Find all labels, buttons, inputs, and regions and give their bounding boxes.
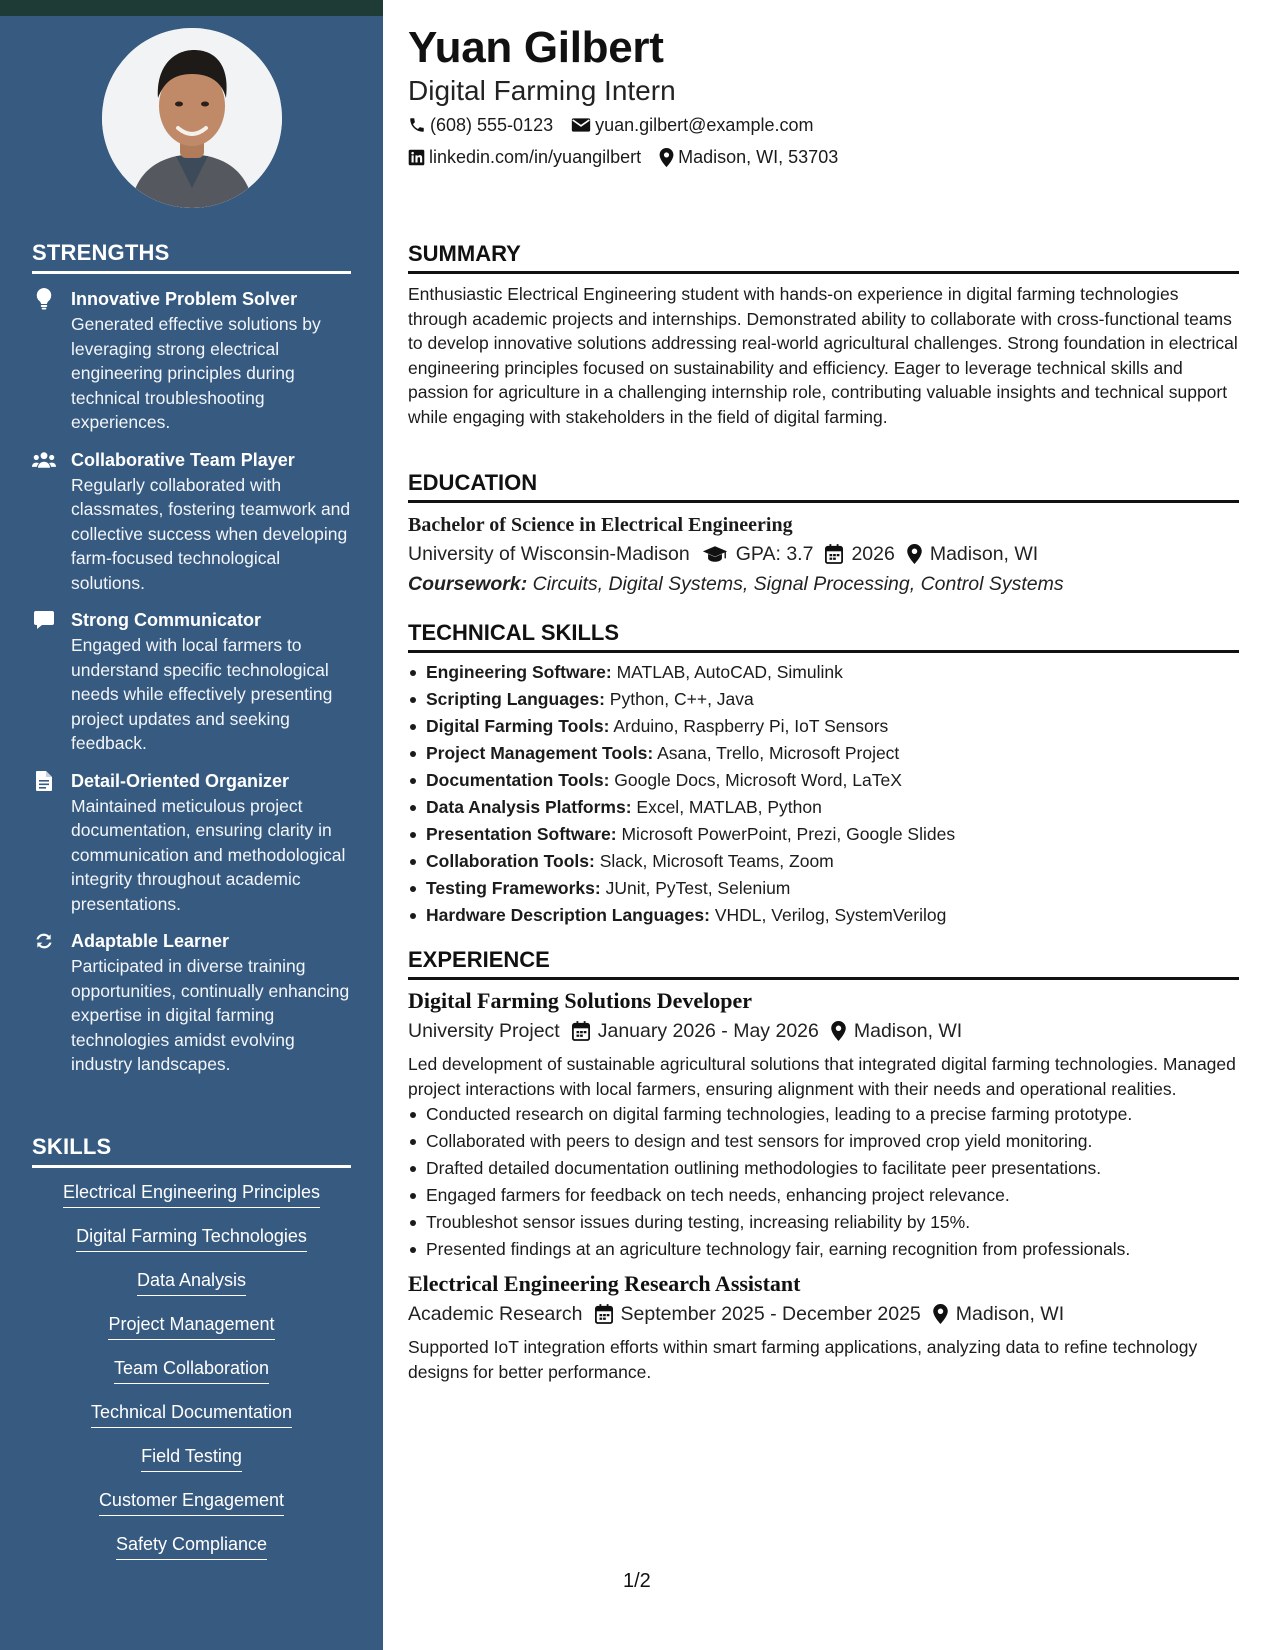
sync-icon bbox=[32, 930, 56, 952]
skill-values: Python, C++, Java bbox=[609, 689, 754, 709]
strength-description: Generated effective solutions by leveraging strong electrical engineering principles during technical troubleshooting experiences. bbox=[71, 314, 321, 432]
skill-values: Arduino, Raspberry Pi, IoT Sensors bbox=[613, 716, 889, 736]
strengths-heading: STRENGTHS bbox=[32, 240, 351, 274]
job-dates-item bbox=[572, 1016, 819, 1046]
job-meta bbox=[408, 1016, 1239, 1046]
skill-item: Electrical Engineering Principles bbox=[63, 1180, 320, 1208]
skill-category: Presentation Software: bbox=[426, 824, 617, 844]
skill-item: Technical Documentation bbox=[91, 1400, 292, 1428]
email-contact[interactable] bbox=[571, 110, 813, 140]
school-name: University of Wisconsin-Madison bbox=[408, 543, 690, 565]
strength-item bbox=[32, 929, 351, 1077]
location-text: Madison, WI, 53703 bbox=[678, 147, 839, 167]
profile-photo bbox=[102, 28, 282, 208]
grad-year-item bbox=[825, 539, 894, 569]
strength-description: Participated in diverse training opportunities, continually enhancing expertise in digital farming technologies amidst evolving industry landscapes. bbox=[71, 956, 350, 1074]
strength-description: Regularly collaborated with classmates, fostering teamwork and collective success when developing farm-focused technological solutions. bbox=[71, 474, 351, 593]
gpa-item bbox=[702, 539, 814, 569]
skill-values: JUnit, PyTest, Selenium bbox=[605, 878, 791, 898]
coursework-text: Circuits, Digital Systems, Signal Processing, Control Systems bbox=[532, 573, 1064, 595]
skill-item: Data Analysis bbox=[137, 1268, 246, 1296]
lightbulb-icon bbox=[32, 288, 56, 310]
skills-heading: SKILLS bbox=[32, 1134, 351, 1168]
graduation-cap-icon bbox=[702, 545, 728, 563]
job-meta bbox=[408, 1299, 1239, 1329]
technical-skill-item bbox=[408, 767, 1239, 794]
edu-location-item bbox=[907, 539, 1038, 569]
job-entry bbox=[408, 1269, 1239, 1384]
skill-values: Slack, Microsoft Teams, Zoom bbox=[599, 851, 834, 871]
job-bullet: Engaged farmers for feedback on tech needs, enhancing project relevance. bbox=[408, 1182, 1239, 1209]
strength-title: Adaptable Learner bbox=[71, 931, 230, 951]
envelope-icon bbox=[571, 117, 591, 133]
skill-category: Testing Frameworks: bbox=[426, 878, 601, 898]
job-dates-text: January 2026 - May 2026 bbox=[597, 1020, 819, 1042]
job-bullets bbox=[408, 1101, 1239, 1263]
coursework-line bbox=[408, 569, 1239, 599]
skill-values: Asana, Trello, Microsoft Project bbox=[657, 743, 900, 763]
job-title: Electrical Engineering Research Assistant bbox=[408, 1271, 801, 1296]
education-section bbox=[408, 469, 1239, 599]
strength-item bbox=[32, 448, 351, 596]
technical-skill-item bbox=[408, 686, 1239, 713]
skill-category: Documentation Tools: bbox=[426, 770, 610, 790]
education-meta bbox=[408, 539, 1239, 569]
summary-section bbox=[408, 240, 1239, 429]
resume-header bbox=[408, 20, 1239, 172]
skill-values: MATLAB, AutoCAD, Simulink bbox=[616, 662, 843, 682]
skill-category: Hardware Description Languages: bbox=[426, 905, 710, 925]
job-description: Supported IoT integration efforts within smart farming applications, analyzing data to refine technology designs for better performance. bbox=[408, 1337, 1198, 1382]
contact-row-2 bbox=[408, 142, 1239, 172]
skill-category: Collaboration Tools: bbox=[426, 851, 595, 871]
skills-section bbox=[32, 1134, 351, 1576]
technical-skill-item bbox=[408, 902, 1239, 929]
email-text: yuan.gilbert@example.com bbox=[595, 115, 814, 135]
calendar-icon bbox=[572, 1021, 590, 1041]
linkedin-contact[interactable] bbox=[408, 142, 641, 172]
sidebar bbox=[0, 0, 383, 1650]
job-location-item bbox=[831, 1016, 962, 1046]
candidate-name: Yuan Gilbert bbox=[408, 23, 664, 72]
strengths-section bbox=[32, 240, 351, 1077]
technical-skills-list bbox=[408, 659, 1239, 929]
phone-text: (608) 555-0123 bbox=[430, 115, 554, 135]
skill-item: Project Management bbox=[108, 1312, 274, 1340]
strength-title: Collaborative Team Player bbox=[71, 449, 295, 470]
edu-location-text: Madison, WI bbox=[929, 543, 1039, 565]
phone-icon bbox=[408, 116, 426, 134]
strengths-list bbox=[32, 287, 351, 1077]
job-dates-text: September 2025 - December 2025 bbox=[620, 1303, 921, 1325]
technical-skill-item bbox=[408, 740, 1239, 767]
linkedin-icon bbox=[408, 149, 425, 166]
job-entry bbox=[408, 986, 1239, 1263]
phone-contact bbox=[408, 110, 553, 140]
job-description: Led development of sustainable agricultural solutions that integrated digital farming technologies. Managed project interactions with local farmers, ensuring alignment with their needs and operational realities. bbox=[408, 1054, 1236, 1099]
skill-values: Google Docs, Microsoft Word, LaTeX bbox=[614, 770, 902, 790]
strength-description: Maintained meticulous project documentation, ensuring clarity in communication and methodological integrity throughout academic presentations. bbox=[71, 795, 346, 914]
experience-heading: EXPERIENCE bbox=[408, 946, 1239, 980]
skill-item: Field Testing bbox=[141, 1444, 242, 1472]
job-bullet: Drafted detailed documentation outlining methodologies to facilitate peer presentations. bbox=[408, 1155, 1239, 1182]
skill-values: Excel, MATLAB, Python bbox=[636, 797, 822, 817]
skill-values: Microsoft PowerPoint, Prezi, Google Slides bbox=[621, 824, 956, 844]
users-icon bbox=[32, 449, 56, 471]
map-pin-icon bbox=[933, 1304, 948, 1324]
sidebar-top-bar bbox=[0, 0, 383, 16]
technical-skill-item bbox=[408, 794, 1239, 821]
summary-text: Enthusiastic Electrical Engineering student with hands-on experience in digital farming technologies through academic projects and internships. Demonstrated ability to collaborate with cross-functional teams to develop innovative solutions addressing real-world agricultural challenges. Strong foundation in electrical engineering principles focused on sustainability and efficiency. Eager to leverage technical skills and passion for agriculture in a challenging internship role, contributing valuable insights and technical support while engaging with stakeholders in the field of digital farming. bbox=[408, 284, 1238, 427]
grad-year-text: 2026 bbox=[851, 543, 895, 565]
location-contact bbox=[659, 142, 838, 172]
strength-description: Engaged with local farmers to understand specific technological needs while effectively presenting project updates and seeking feedback. bbox=[71, 635, 333, 753]
strength-item bbox=[32, 287, 351, 435]
skill-category: Data Analysis Platforms: bbox=[426, 797, 632, 817]
map-pin-icon bbox=[831, 1021, 846, 1041]
strength-title: Strong Communicator bbox=[71, 610, 262, 630]
skill-category: Scripting Languages: bbox=[426, 689, 605, 709]
job-org: Academic Research bbox=[408, 1303, 583, 1325]
candidate-role: Digital Farming Intern bbox=[408, 75, 676, 106]
technical-skill-item bbox=[408, 713, 1239, 740]
page-number: 1/2 bbox=[623, 1570, 651, 1592]
job-bullet: Troubleshot sensor issues during testing, increasing reliability by 15%. bbox=[408, 1209, 1239, 1236]
skill-category: Digital Farming Tools: bbox=[426, 716, 610, 736]
linkedin-text: linkedin.com/in/yuangilbert bbox=[429, 147, 642, 167]
job-location-item bbox=[933, 1299, 1064, 1329]
comment-icon bbox=[32, 609, 56, 631]
job-location-text: Madison, WI bbox=[853, 1020, 963, 1042]
skill-values: VHDL, Verilog, SystemVerilog bbox=[714, 905, 947, 925]
strength-title: Innovative Problem Solver bbox=[71, 289, 298, 309]
job-bullet: Presented findings at an agriculture technology fair, earning recognition from professionals. bbox=[408, 1236, 1239, 1263]
strength-item bbox=[32, 769, 351, 917]
map-pin-icon bbox=[659, 148, 674, 167]
skill-item: Team Collaboration bbox=[114, 1356, 269, 1384]
job-bullet: Conducted research on digital farming technologies, leading to a precise farming prototype. bbox=[408, 1101, 1239, 1128]
avatar bbox=[102, 28, 282, 208]
skill-category: Project Management Tools: bbox=[426, 743, 654, 763]
job-dates-item bbox=[595, 1299, 921, 1329]
technical-skill-item bbox=[408, 821, 1239, 848]
technical-skill-item bbox=[408, 875, 1239, 902]
technical-skills-section bbox=[408, 619, 1239, 929]
strength-item bbox=[32, 608, 351, 756]
skill-item: Safety Compliance bbox=[116, 1532, 267, 1560]
coursework-label: Coursework: bbox=[408, 573, 528, 595]
skill-item: Digital Farming Technologies bbox=[76, 1224, 307, 1252]
job-title: Digital Farming Solutions Developer bbox=[408, 988, 753, 1013]
education-heading: EDUCATION bbox=[408, 469, 1239, 503]
degree-title: Bachelor of Science in Electrical Engineering bbox=[408, 514, 793, 536]
calendar-icon bbox=[595, 1304, 613, 1324]
strength-title: Detail-Oriented Organizer bbox=[71, 770, 290, 791]
job-bullet: Collaborated with peers to design and test sensors for improved crop yield monitoring. bbox=[408, 1128, 1239, 1155]
gpa-text: GPA: 3.7 bbox=[735, 543, 814, 565]
calendar-icon bbox=[825, 544, 843, 564]
experience-section bbox=[408, 946, 1239, 1384]
skill-category: Engineering Software: bbox=[426, 662, 612, 682]
contact-row-1 bbox=[408, 110, 1239, 140]
skill-item: Customer Engagement bbox=[99, 1488, 284, 1516]
job-location-text: Madison, WI bbox=[955, 1303, 1065, 1325]
summary-heading: SUMMARY bbox=[408, 240, 1239, 274]
skills-list bbox=[32, 1180, 351, 1576]
document-icon bbox=[32, 770, 56, 792]
technical-skills-heading: TECHNICAL SKILLS bbox=[408, 619, 1239, 653]
technical-skill-item bbox=[408, 659, 1239, 686]
technical-skill-item bbox=[408, 848, 1239, 875]
map-pin-icon bbox=[907, 544, 922, 564]
job-org: University Project bbox=[408, 1020, 560, 1042]
